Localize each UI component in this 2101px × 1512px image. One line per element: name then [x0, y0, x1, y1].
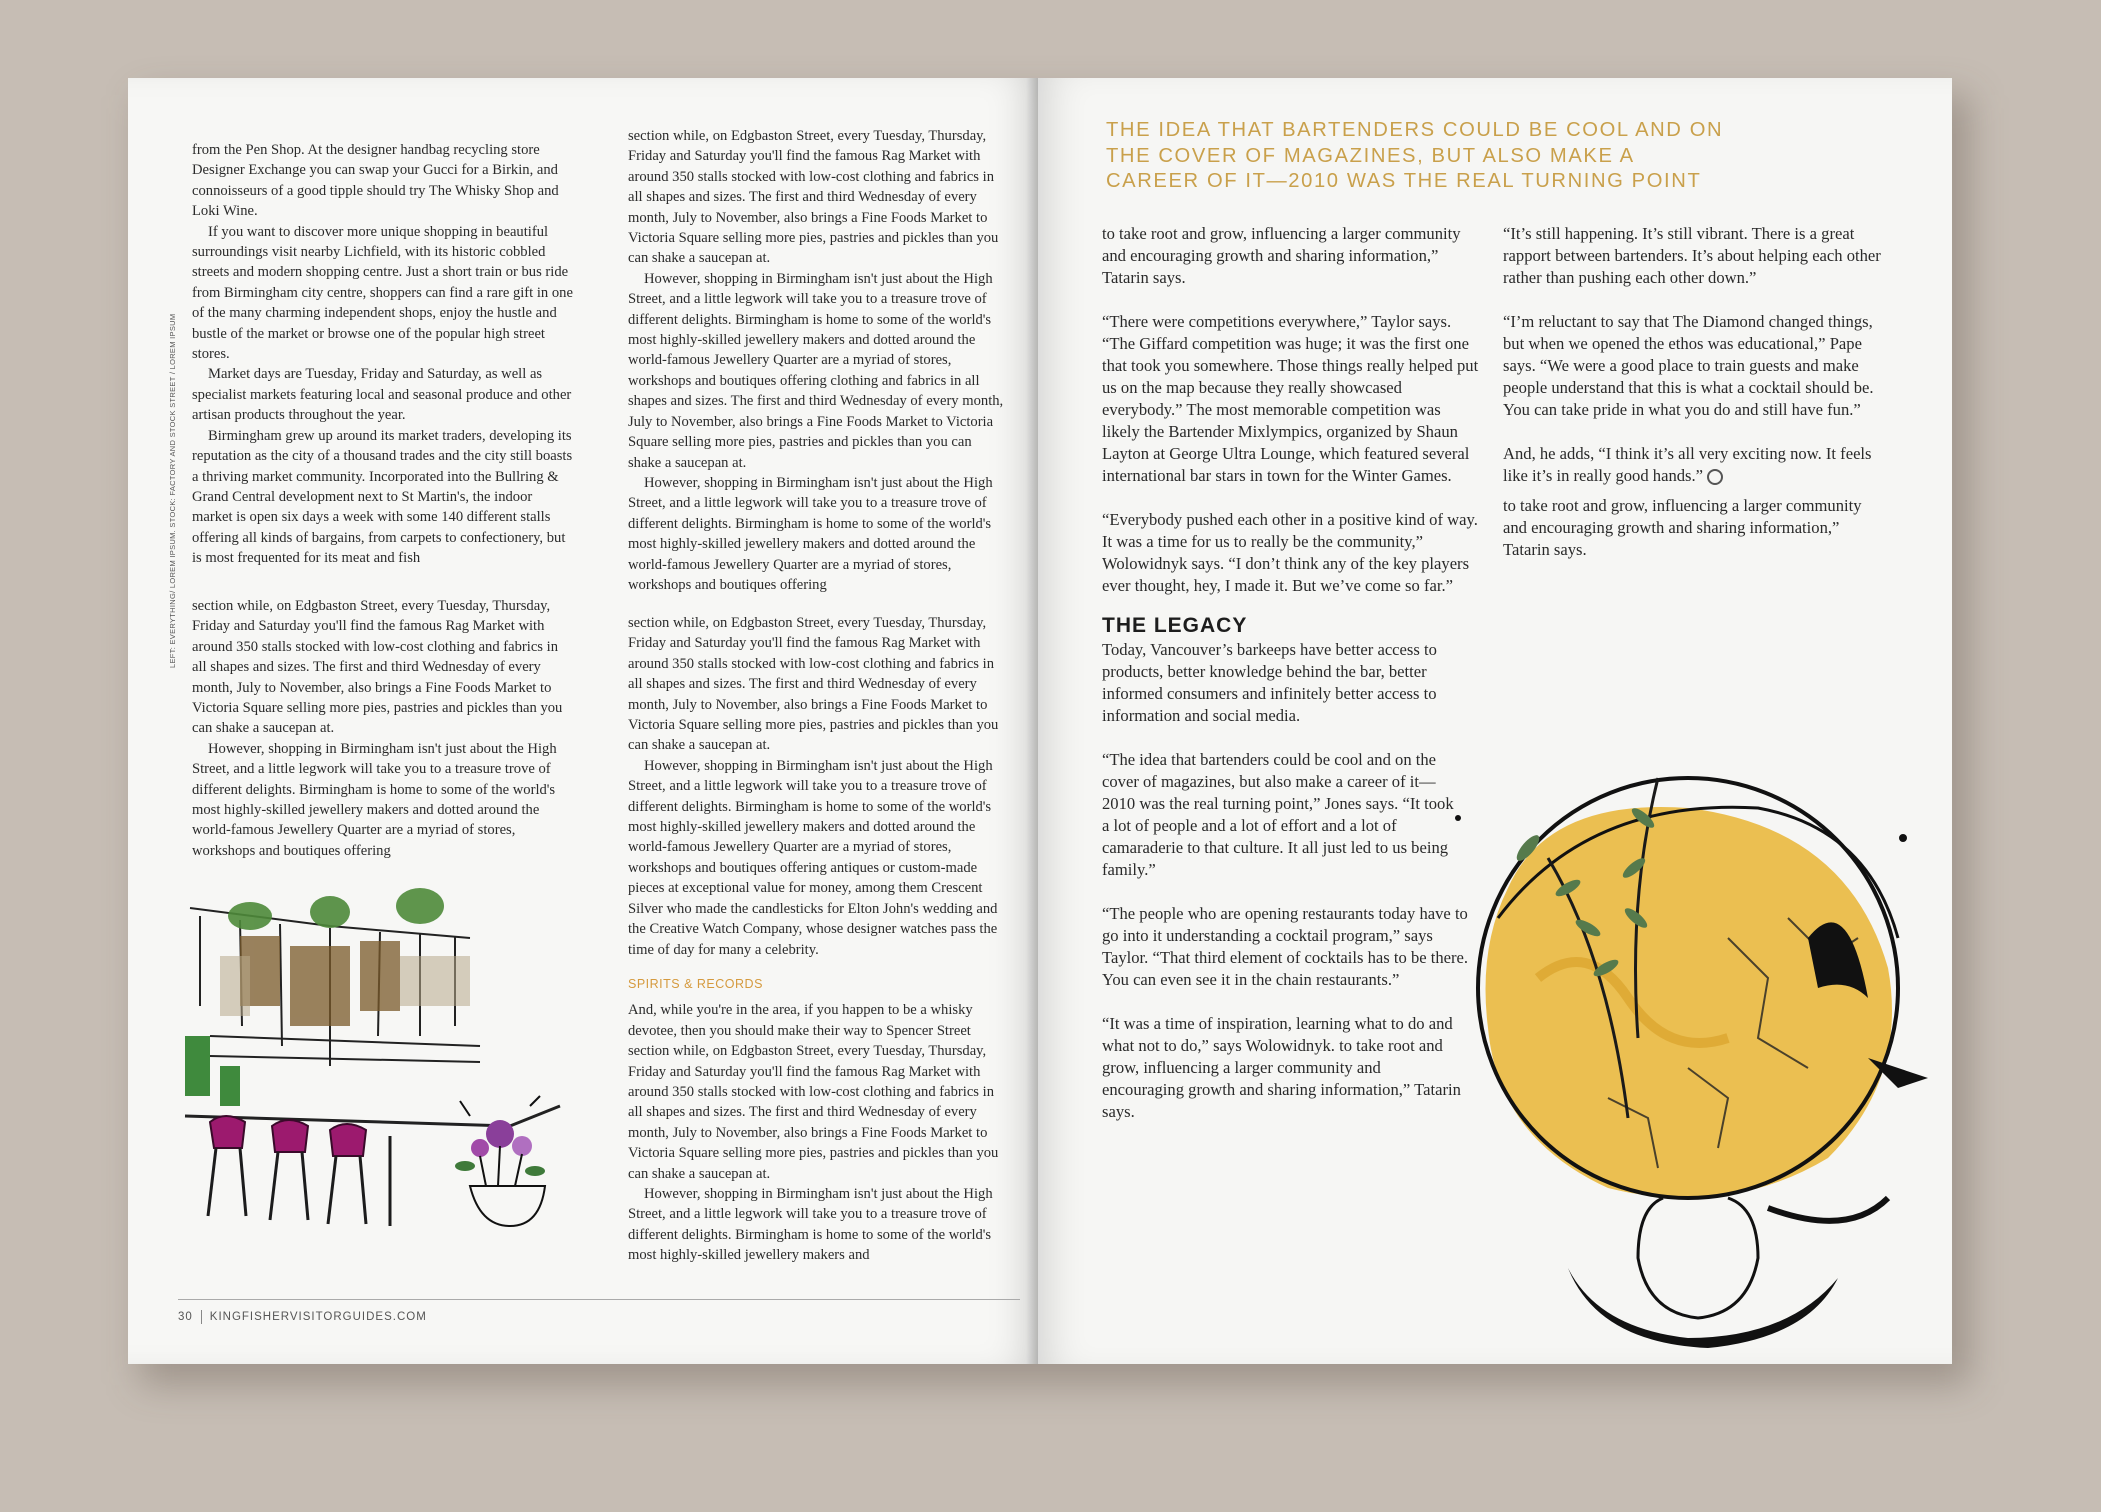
section-heading: THE LEGACY: [1102, 614, 1248, 637]
paragraph: If you want to discover more unique shopping in beautiful surroundings visit nearby Lichfield, with its historic cobbled streets and modern shopping centre. Just a short train or bus ride from Birmingham city centre, shoppers can find a rare gift in one of the many charming independent shops, enjoy the hustle and bustle of the market or browse one of the popular high street stores.: [192, 223, 573, 363]
page-number: 30: [178, 1311, 193, 1324]
paragraph: “It was a time of inspiration, learning what to do and what not to do,” says Wolowidnyk. to take root and grow, influencing a larger community and encouraging growth and sharing information,” Tatarin says.: [1102, 1014, 1461, 1121]
paragraph: to take root and grow, influencing a larger community and encouraging growth and sharing information,” Tatarin says.: [1102, 224, 1461, 287]
paragraph: from the Pen Shop. At the designer handbag recycling store Designer Exchange you can swap your Gucci for a Birkin, and connoisseurs of a good tipple should try The Whisky Shop and Loki Wine.: [192, 142, 559, 220]
pull-quote: THE IDEA THAT BARTENDERS COULD BE COOL AND ON THE COVER OF MAGAZINES, BUT ALSO MAKE A CAREER OF IT—2010 WAS THE REAL TURNING POINT: [1106, 119, 1724, 192]
left-page: [128, 78, 1038, 1364]
paragraph: section while, on Edgbaston Street, every Tuesday, Thursday, Friday and Saturday you'll find the famous Rag Market with around 350 stalls stocked with low-cost clothing and fabrics in all shapes and sizes. The first and third Wednesday of every month, July to November, also brings a Fine Foods Market to Victoria Square selling more pies, pastries and pickles than you can shake a saucepan at.: [628, 128, 999, 267]
footer-rule: [178, 1299, 1020, 1300]
folio-divider: [201, 1310, 202, 1324]
right-col2: [1503, 223, 1883, 583]
cocktail-glass-illustration: [1428, 738, 1948, 1358]
paragraph: “The people who are opening restaurants today have to go into it understanding a cocktail program,” says Taylor. “That third element of cocktails has to be there. You can even see it in the chain restaurants.”: [1102, 904, 1469, 989]
paragraph: However, shopping in Birmingham isn't just about the High Street, and a little legwork will take you to a treasure trove of different delights. Birmingham is home to some of the world's most highly-skilled jewellery makers and dotted around the world-famous Jewellery Quarter are a myriad of stores, workshops and boutiques offering antiques or custom-made pieces at exceptional value for money, among them Crescent Silver who made the candlesticks for Elton John's wedding and the Creative Watch Company, whose designer watches pass the time of day for many a celebrity.: [628, 757, 998, 958]
left-col2-mid: [628, 613, 1008, 1266]
paragraph: Market days are Tuesday, Friday and Saturday, as well as specialist markets featuring local and seasonal produce and other artisan products throughout the year.: [192, 366, 572, 424]
website-url: KINGFISHERVISITORGUIDES.COM: [209, 1311, 427, 1324]
paragraph: Birmingham grew up around its market traders, developing its reputation as the city of a thousand trades and the city still boasts a thriving market community. Incorporated into the Bullring & Grand Central development next to St Martin's, the indoor market is open six days a week with some 140 different stalls offering all kinds of bargains, from carpets to confectionery, but is most frequented for its meat and fish: [192, 427, 573, 567]
paragraph: However, shopping in Birmingham isn't just about the High Street, and a little legwork will take you to a treasure trove of different delights. Birmingham is home to some of the world's most highly-skilled jewellery makers and dotted around the world-famous Jewellery Quarter are a myriad of stores, workshops and boutiques offering clothing and fabrics in all shapes and sizes. The first and third Wednesday of every month, July to November, also brings a Fine Foods Market to Victoria Square selling more pies, pastries and pickles than you can shake a saucepan at.: [628, 270, 1004, 471]
paragraph: However, shopping in Birmingham isn't just about the High Street, and a little legwork will take you to a treasure trove of different delights. Birmingham is home to some of the world's most highly-skilled jewellery makers and: [628, 1185, 993, 1264]
paragraph: “There were competitions everywhere,” Taylor says. “The Giffard competition was huge; it was the first one that took you somewhere. Those things really helped put us on the map because they really showcased everybody.” The most memorable competition was likely the Bartender Mixlympics, organized by Shaun Layton at George Ultra Lounge, which featured several international bar stars in town for the Winter Games.: [1102, 312, 1479, 485]
left-col2-top: [628, 126, 1008, 595]
paragraph: to take root and grow, influencing a larger community and encouraging growth and sharing information,” Tatarin says.: [1503, 496, 1862, 559]
end-mark-icon: [1707, 469, 1723, 485]
folio: [178, 1310, 427, 1324]
paragraph: section while, on Edgbaston Street, every Tuesday, Thursday, Friday and Saturday you'll find the famous Rag Market with around 350 stalls stocked with low-cost clothing and fabrics in all shapes and sizes. The first and third Wednesday of every month, July to November, also brings a Fine Foods Market to Victoria Square selling more pies, pastries and pickles than you can shake a saucepan at.: [628, 615, 999, 754]
right-col1: [1102, 223, 1482, 1145]
left-col1-top: [192, 140, 574, 569]
paragraph: “The idea that bartenders could be cool and on the cover of magazines, but also make a career of it—2010 was the real turning point,” Jones says. “It took a lot of people and a lot of effort and a lot of camaraderie to that culture. It all just led to us being family.”: [1102, 750, 1454, 879]
quote-text: And, he adds, “I think it’s all very exciting now. It feels like it’s in really good hands.”: [1503, 444, 1872, 485]
paragraph: Today, Vancouver’s barkeeps have better access to products, better knowledge behind the bar, better informed consumers and infinitely better access to information and social media.: [1102, 640, 1437, 725]
paragraph: However, shopping in Birmingham isn't just about the High Street, and a little legwork will take you to a treasure trove of different delights. Birmingham is home to some of the world's most highly-skilled jewellery makers and dotted around the world-famous Jewellery Quarter are a myriad of stores, workshops and boutiques offering: [628, 474, 993, 593]
paragraph: section while, on Edgbaston Street, every Tuesday, Thursday, Friday and Saturday you'll find the famous Rag Market with around 350 stalls stocked with low-cost clothing and fabrics in all shapes and sizes. The first and third Wednesday of every month, July to November, also brings a Fine Foods Market to Victoria Square selling more pies, pastries and pickles than you can shake a saucepan at.: [192, 598, 563, 737]
paragraph: And, while you're in the area, if you happen to be a whisky devotee, then you should make their way to Spencer Street section while, on Edgbaston Street, every Tuesday, Thursday, Friday and Saturday you'll find the famous Rag Market with around 350 stalls stocked with low-cost clothing and fabrics in all shapes and sizes. The first and third Wednesday of every month, July to November, also brings a Fine Foods Market to Victoria Square selling more pies, pastries and pickles than you can shake a saucepan at.: [628, 1002, 999, 1182]
paragraph: “It’s still happening. It’s still vibrant. There is a great rapport between bartenders. It’s about helping each other rather than pushing each other down.”: [1503, 224, 1881, 287]
section-subheading: SPIRITS & RECORDS: [628, 976, 763, 991]
right-page: [1038, 78, 1952, 1364]
paragraph: [1503, 443, 1883, 487]
paragraph: “I’m reluctant to say that The Diamond changed things, but when we opened the ethos was educational,” Pape says. “We were a good place to train guests and make people understand that this is what a cocktail should be. You can take pride in what you do and still have fun.”: [1503, 312, 1874, 419]
paragraph: However, shopping in Birmingham isn't just about the High Street, and a little legwork will take you to a treasure trove of different delights. Birmingham is home to some of the world's most highly-skilled jewellery makers and dotted around the world-famous Jewellery Quarter are a myriad of stores, workshops and boutiques offering: [192, 740, 557, 859]
cafe-illustration: [180, 886, 590, 1236]
photo-credit: LEFT: EVERYTHING/ LOREM IPSUM. STOCK: FACTORY AND STOCK STREET / LOREM IPSUM: [168, 313, 177, 668]
left-col1-bottom: [192, 596, 574, 861]
paragraph: “Everybody pushed each other in a positive kind of way. It was a time for us to really be the community,” Wolowidnyk says. “I don’t think any of the key players ever thought, hey, I made it. But we’ve come so far.”: [1102, 510, 1478, 595]
